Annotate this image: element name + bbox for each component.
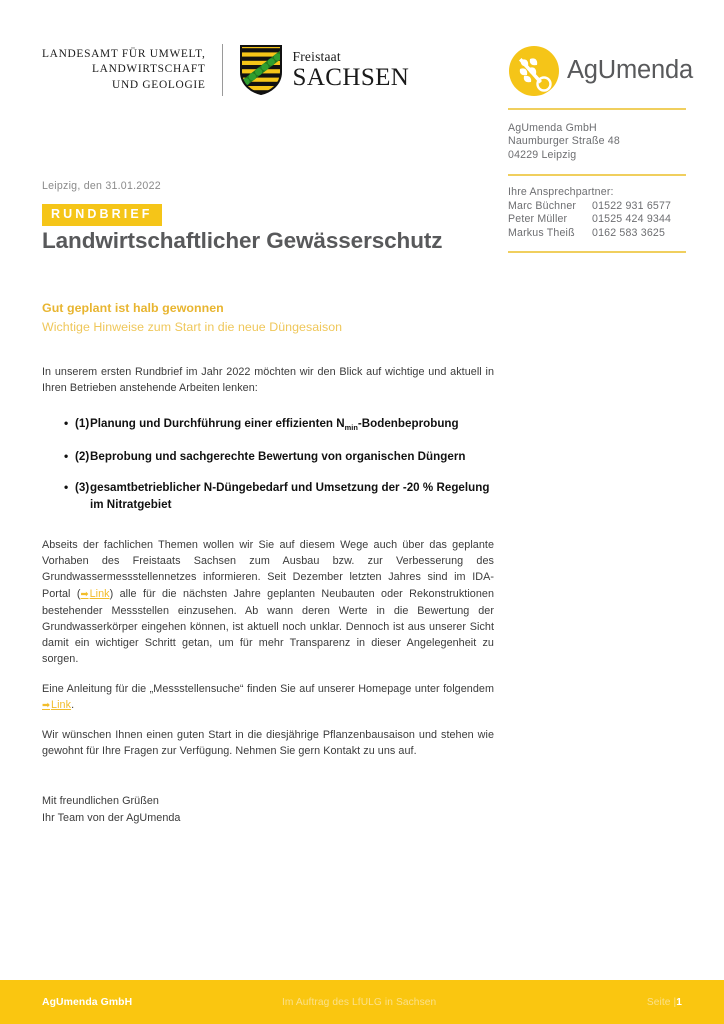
signoff-team: Ihr Team von der AgUmenda — [42, 812, 181, 825]
freistaat-word: Freistaat — [292, 48, 341, 64]
list-item — [64, 480, 494, 513]
footer-page-label: Seite | — [646, 996, 677, 1008]
paragraph-text-part-2: . — [71, 698, 75, 711]
address-line-1: AgUmenda GmbH — [508, 121, 597, 134]
list-item-number: • (2) — [75, 449, 90, 463]
lead-headline: Gut geplant ist halb gewonnen — [42, 301, 224, 315]
lfulg-line-3: UND GEOLOGIE — [112, 78, 206, 91]
paragraph-text-part-2: ) alle für die nächsten Jahre geplanten Neubauten oder Rekonstruktionen bestehender Messstellen einzusehen. Ab wann deren Werte in die Bewertung der Grundwasserkörper eingehen können, ist aktuell noch unklar. Dennoch ist aus unserer Sicht damit ein wichtiger Schritt getan, um für mehr Transparenz in dieser Angelegenheit zu sorgen. — [42, 587, 495, 666]
header-rule-1 — [508, 108, 686, 110]
freistaat-sachsen-lockup — [223, 45, 410, 95]
footer-page-number: 1 — [676, 996, 682, 1008]
date-line: Leipzig, den 31.01.2022 — [42, 180, 161, 192]
agumenda-address — [508, 122, 686, 163]
lead-subheadline: Wichtige Hinweise zum Start in die neue Düngesaison — [42, 320, 343, 334]
contact-row — [508, 213, 686, 227]
link-label: Link — [89, 587, 110, 600]
agumenda-wordmark: AgUmenda — [567, 56, 693, 85]
footer-commission-note: Im Auftrag des LfULG in Sachsen — [282, 996, 437, 1008]
body-paragraph-3: Wir wünschen Ihnen einen guten Start in die diesjährige Pflanzenbausaison und stehen wie gewohnt für Ihre Fragen zur Verfügung. Nehmen Sie gern Kontakt zu uns auf. — [42, 729, 494, 758]
lfulg-line-1: LANDESAMT FÜR UMWELT, — [42, 47, 206, 60]
document-footer — [0, 980, 724, 1024]
address-line-2: Naumburger Straße 48 — [508, 135, 620, 148]
sachsen-word: SACHSEN — [292, 64, 410, 92]
lfulg-line-2: LANDWIRTSCHAFT — [92, 63, 206, 76]
arrow-right-icon: ➡ — [80, 588, 89, 600]
saxony-coat-of-arms-icon — [240, 45, 282, 95]
lfulg-logo-lockup — [42, 44, 409, 96]
topics-list — [42, 416, 494, 513]
contact-phone: 0162 583 3625 — [592, 226, 666, 239]
header-rule-2 — [508, 174, 686, 176]
contacts-heading: Ihre Ansprechpartner: — [508, 185, 614, 198]
contact-name: Marc Büchner — [508, 199, 577, 212]
paragraph-text-part-1: Eine Anleitung für die „Messstellensuche“ finden Sie auf unserer Homepage unter folgendem — [42, 682, 494, 695]
signoff-block — [42, 793, 494, 827]
agumenda-header-block — [508, 44, 693, 253]
contact-phone: 01525 424 9344 — [592, 213, 672, 226]
body-paragraph-1 — [42, 537, 494, 668]
wheat-ear-circle-icon — [508, 45, 560, 97]
ida-portal-link[interactable] — [81, 588, 110, 600]
link-label: Link — [51, 698, 72, 711]
contact-row — [508, 200, 686, 214]
address-line-3: 04229 Leipzig — [508, 148, 577, 161]
list-item-text: Beprobung und sachgerechte Bewertung von organischen Düngern — [90, 449, 466, 463]
header-rule-3 — [508, 251, 686, 253]
list-item-text: gesamtbetrieblicher N-Düngebedarf und Umsetzung der -20 % Regelung im Nitratgebiet — [90, 481, 490, 511]
agumenda-logo — [508, 44, 693, 98]
contacts-list — [508, 186, 686, 240]
signoff-greeting: Mit freundlichen Grüßen — [42, 795, 159, 808]
list-item-text: Planung und Durchführung einer effizienten N — [90, 417, 345, 431]
body-paragraph-2 — [42, 681, 494, 714]
list-item — [64, 449, 494, 465]
freistaat-sachsen-wordmark — [293, 50, 410, 91]
list-item-number: • (3) — [75, 481, 90, 495]
contact-name: Peter Müller — [508, 213, 568, 226]
list-item-number: • (1) — [75, 417, 90, 431]
contact-row — [508, 227, 686, 241]
contact-phone: 01522 931 6577 — [592, 199, 672, 212]
paragraph-text-part-1: Abseits der fachlichen Themen wollen wir Sie auf diesem Wege auch über das geplante Vorhaben des Freistaats Sachsen zum Ausbau bzw. zur Verbesserung des Grundwassermessstellennetzes informieren. Seit Dezember letzten Jahres sind im IDA-Portal ( — [42, 539, 494, 600]
list-item-subscript: min — [344, 422, 358, 432]
arrow-right-icon: ➡ — [42, 699, 51, 711]
contact-name: Markus Theiß — [508, 226, 575, 239]
list-item — [64, 416, 494, 433]
rundbrief-badge: RUNDBRIEF — [42, 204, 162, 226]
homepage-link[interactable] — [42, 699, 71, 711]
footer-page-indicator — [647, 997, 682, 1008]
intro-paragraph: In unserem ersten Rundbrief im Jahr 2022 möchten wir den Blick auf wichtige und aktuell in Ihren Betrieben anstehende Arbeiten lenken: — [42, 366, 494, 395]
document-body — [42, 300, 494, 827]
page-title: Landwirtschaftlicher Gewässerschutz — [42, 228, 443, 253]
list-item-text-cont: -Bodenbeprobung — [357, 417, 459, 431]
footer-company: AgUmenda GmbH — [42, 996, 133, 1008]
lfulg-agency-name — [42, 47, 222, 94]
